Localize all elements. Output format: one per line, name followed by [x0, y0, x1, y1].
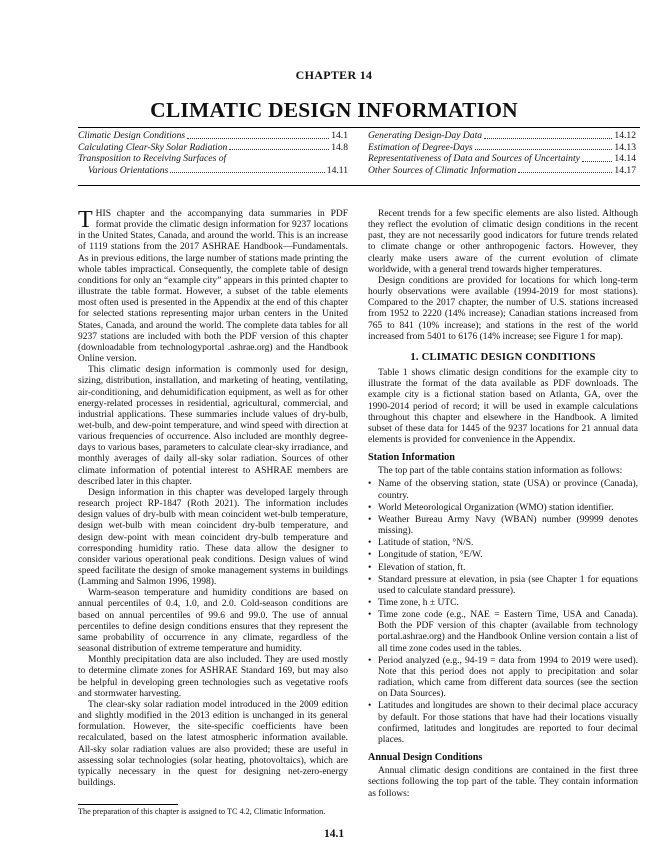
list-item: • Latitude of station, °N/S.: [368, 538, 638, 549]
list-item: • Period analyzed (e.g., 94-19 = data from 1994 to 2019 were used). Note that this period does not apply to precipitation and solar radiation, which came from different data sources (see the section on Data Sources).: [368, 656, 638, 701]
toc-entry[interactable]: Representativeness of Data and Sources of Uncertainty 14.14: [368, 153, 636, 165]
toc-entry[interactable]: Climatic Design Conditions 14.1: [78, 130, 348, 141]
toc-left: [78, 130, 348, 176]
paragraph: Design conditions are provided for locations for which long-term hourly observations were available (1994-2019 for most stations). Compared to the 2017 chapter, the number of U.S. stations increased from 1952 to 2220 (14% increase); Canadian stations increased from 765 to 841 (10% increase); and stations in the rest of the world increased from 5401 to 6176 (14% increase; see Figure 1 for map).: [368, 275, 638, 342]
toc-entry[interactable]: Other Sources of Climatic Information 14.17: [368, 164, 636, 176]
list-item: • World Meteorological Organization (WMO) station identifier.: [368, 503, 638, 514]
toc-entry[interactable]: Estimation of Degree-Days 14.13: [368, 141, 636, 153]
list-item: • Name of the observing station, state (USA) or province (Canada), country.: [368, 479, 638, 501]
list-item: • Time zone code (e.g., NAE = Eastern Time, USA and Canada). Both the PDF version of this chapter (available from technology portal.ashrae.org) and the Handbook Online version contain a list of all time zone codes used in the tables.: [368, 610, 638, 655]
toc-entry[interactable]: Calculating Clear-Sky Solar Radiation 14.8: [78, 141, 348, 153]
list-item: • Latitudes and longitudes are shown to their decimal place accuracy by default. For those stations that have had their locations visually confirmed, latitudes and longitudes are reported to four decimal places.: [368, 701, 638, 746]
paragraph: Recent trends for a few specific elements are also listed. Although they reflect the evolution of climatic design conditions in the recent past, they are not necessarily good indicators for future trends related to climate change or other anthropogenic factors. However, they clearly make users aware of the current evolution of climate worldwide, with a general trend towards higher temperatures.: [368, 209, 638, 275]
drop-cap: T: [78, 207, 93, 233]
list-item: • Standard pressure at elevation, in psia (see Chapter 1 for equations used to calculate standard pressure).: [368, 575, 638, 597]
chapter-label: CHAPTER 14: [295, 68, 373, 82]
list-item: • Time zone, h ± UTC.: [368, 598, 638, 609]
paragraph: Design information in this chapter was developed largely through research project RP-1847 (Roth 2021). The information includes design values of dry-bulb with mean coincident wet-bulb temperature, design wet-bulb with mean coincident dry-bulb temperature, and design dew-point with mean coincident dry-bulb temperature and corresponding humidity ratio. These data allow the designer to consider various operational peak conditions. Design values of wind speed facilitate the design of smoke management systems in buildings (Lamming and Salmon 1996, 1998).: [78, 487, 348, 588]
chapter-title: CLIMATIC DESIGN INFORMATION: [150, 98, 518, 122]
paragraph: Annual climatic design conditions are contained in the first three sections following the top part of the table. They contain information as follows:: [368, 766, 638, 799]
title-rule-bottom: [78, 185, 640, 186]
page-number: 14.1: [323, 828, 345, 840]
intro-paragraph: THIS chapter and the accompanying data summaries in PDF format provide the climatic design information for 9237 locations in the United States, Canada, and around the world. This is an increase of 1119 stations from the 2017 ASHRAE Handbook—Fundamentals. As in previous editions, the large number of stations made printing the whole tables impractical. Consequently, the complete table of design conditions for only an “example city” appears in this printed chapter to illustrate the table format. However, a subset of the table elements most often used is presented in the Appendix at the end of this chapter for selected stations representing major urban centers in the United States, Canada, and around the world. The complete data tables for all 9237 stations are included with both the PDF version of this chapter (downloadable from technologyportal .ashrae.org) and the Handbook Online version.: [78, 207, 348, 365]
section-heading: 1. CLIMATIC DESIGN CONDITIONS: [410, 351, 596, 363]
paragraph: Monthly precipitation data are also included. They are used mostly to determine climate zones for ASHRAE Standard 169, but may also be helpful in developing green technologies such as vegetative roofs and stormwater harvesting.: [78, 655, 348, 699]
right-column: [368, 209, 638, 800]
toc-entry[interactable]: Various Orientations 14.11: [88, 164, 348, 176]
title-rule-top: [78, 127, 640, 128]
subsection-heading-annual: Annual Design Conditions: [368, 752, 483, 764]
left-column: [78, 209, 348, 789]
toc-entry: Transposition to Receiving Surfaces of: [78, 153, 227, 165]
paragraph: The clear-sky solar radiation model introduced in the 2009 edition and slightly modified in the 2013 edition is unchanged in its general formulation. However, the site-specific coefficients have been recalculated, based on the latest atmospheric information available. All-sky solar radiation values are also provided; these are useful in assessing solar technologies (solar heating, photovoltaics), which are typically necessary in the quest for designing net-zero-energy buildings.: [78, 699, 348, 788]
footnote: The preparation of this chapter is assigned to TC 4.2, Climatic Information.: [78, 807, 326, 816]
subsection-heading-station: Station Information: [368, 452, 455, 464]
paragraph: This climatic design information is commonly used for design, sizing, distribution, installation, and marketing of heating, ventilating, air-conditioning, and dehumidification equipment, as well as for other energy-related processes in residential, agricultural, commercial, and industrial applications. These summaries include values of dry-bulb, wet-bulb, and dew-point temperature, and wind speed with direction at various frequencies of occurrence. Also included are monthly degree-days to various bases, parameters to calculate clear-sky irradiance, and monthly averages of daily all-sky solar radiation. Sources of other climate information of potential interest to ASHRAE members are described later in this chapter.: [78, 365, 348, 487]
paragraph: Warm-season temperature and humidity conditions are based on annual percentiles of 0.4, 1.0, and 2.0. Cold-season conditions are based on annual percentiles of 99.6 and 99.0. The use of annual percentiles to define design conditions ensures that they represent the same probability of occurrence in any climate, regardless of the seasonal distribution of extreme temperature and humidity.: [78, 588, 348, 655]
paragraph: Table 1 shows climatic design conditions for the example city to illustrate the format of the data available as PDF downloads. The example city is a fictional station based on Atlanta, GA, over the 1990-2014 period of record; it will be used in example calculations throughout this chapter and elsewhere in the Handbook. A limited subset of these data for 1445 of the 9237 locations for 21 annual data elements is provided for convenience in the Appendix.: [368, 368, 638, 445]
footnote-rule: [78, 804, 178, 805]
station-info-list: [368, 479, 638, 746]
toc-right: [368, 130, 636, 176]
paragraph: The top part of the table contains station information as follows:: [378, 466, 623, 477]
list-item: • Elevation of station, ft.: [368, 563, 638, 574]
list-item: • Weather Bureau Army Navy (WBAN) number (99999 denotes missing).: [368, 515, 638, 537]
toc-entry[interactable]: Generating Design-Day Data 14.12: [368, 130, 636, 141]
list-item: • Longitude of station, °E/W.: [368, 550, 638, 561]
